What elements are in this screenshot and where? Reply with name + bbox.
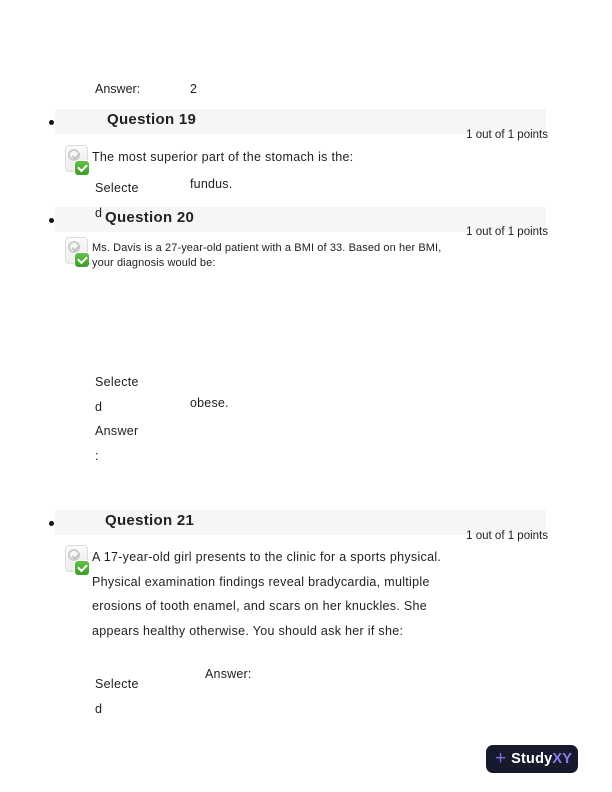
bullet-marker bbox=[49, 521, 54, 526]
selected-answer-label-line: Selecte bbox=[95, 181, 139, 195]
question-text-line: erosions of tooth enamel, and scars on her knuckles. She bbox=[92, 599, 428, 614]
question-text-line: Ms. Davis is a 27-year-old patient with a BMI of 33. Based on her BMI, bbox=[92, 242, 442, 254]
question-title: Question 19 bbox=[107, 111, 197, 128]
question-text-line: your diagnosis would be: bbox=[92, 256, 216, 269]
selected-answer-label-line: Selecte bbox=[95, 677, 139, 691]
question-title: Question 21 bbox=[105, 512, 195, 529]
answer-label: Answer: bbox=[205, 667, 252, 681]
circle-check-icon bbox=[68, 241, 80, 253]
correct-answer-icon bbox=[65, 237, 89, 267]
question-text bbox=[92, 241, 441, 270]
selected-answer-label-line: Answer bbox=[95, 424, 139, 438]
studyxy-brand-xy: XY bbox=[552, 751, 573, 767]
bullet-marker bbox=[49, 120, 54, 125]
selected-answer-value: fundus. bbox=[190, 177, 233, 191]
selected-answer-value: obese. bbox=[190, 396, 229, 410]
circle-check-icon bbox=[68, 549, 80, 561]
selected-answer-label bbox=[95, 672, 139, 721]
selected-answer-label-line: d bbox=[95, 205, 103, 220]
plus-icon: + bbox=[495, 748, 507, 769]
points-badge: 1 out of 1 points bbox=[466, 530, 548, 542]
question-text-line: Physical examination findings reveal bradycardia, multiple bbox=[92, 574, 430, 589]
circle-check-icon bbox=[68, 149, 80, 161]
green-check-badge-icon bbox=[75, 561, 89, 575]
previous-answer-value: 2 bbox=[190, 82, 197, 96]
question-text-line: A 17-year-old girl presents to the clinic for a sports physical. bbox=[92, 550, 442, 564]
green-check-badge-icon bbox=[75, 161, 89, 175]
correct-answer-icon bbox=[65, 545, 89, 575]
question-text-line: The most superior part of the stomach is the: bbox=[92, 150, 354, 164]
question-text-line: appears healthy otherwise. You should ask her if she: bbox=[92, 623, 404, 638]
selected-answer-label-line: Selecte bbox=[95, 375, 139, 389]
selected-answer-label bbox=[95, 370, 139, 468]
correct-answer-icon bbox=[65, 145, 89, 175]
studyxy-brand-study: Study bbox=[511, 751, 553, 767]
bullet-marker bbox=[49, 218, 54, 223]
selected-answer-label-line: d bbox=[95, 399, 103, 414]
previous-answer-label: Answer: bbox=[95, 82, 141, 96]
question-text bbox=[92, 145, 354, 170]
selected-answer-label-line: : bbox=[95, 448, 99, 463]
question-text bbox=[92, 545, 441, 643]
points-badge: 1 out of 1 points bbox=[466, 226, 548, 238]
selected-answer-label-line: d bbox=[95, 701, 103, 716]
green-check-badge-icon bbox=[75, 253, 89, 267]
points-badge: 1 out of 1 points bbox=[466, 129, 548, 141]
studyxy-watermark[interactable] bbox=[486, 745, 578, 773]
question-title: Question 20 bbox=[105, 209, 195, 226]
